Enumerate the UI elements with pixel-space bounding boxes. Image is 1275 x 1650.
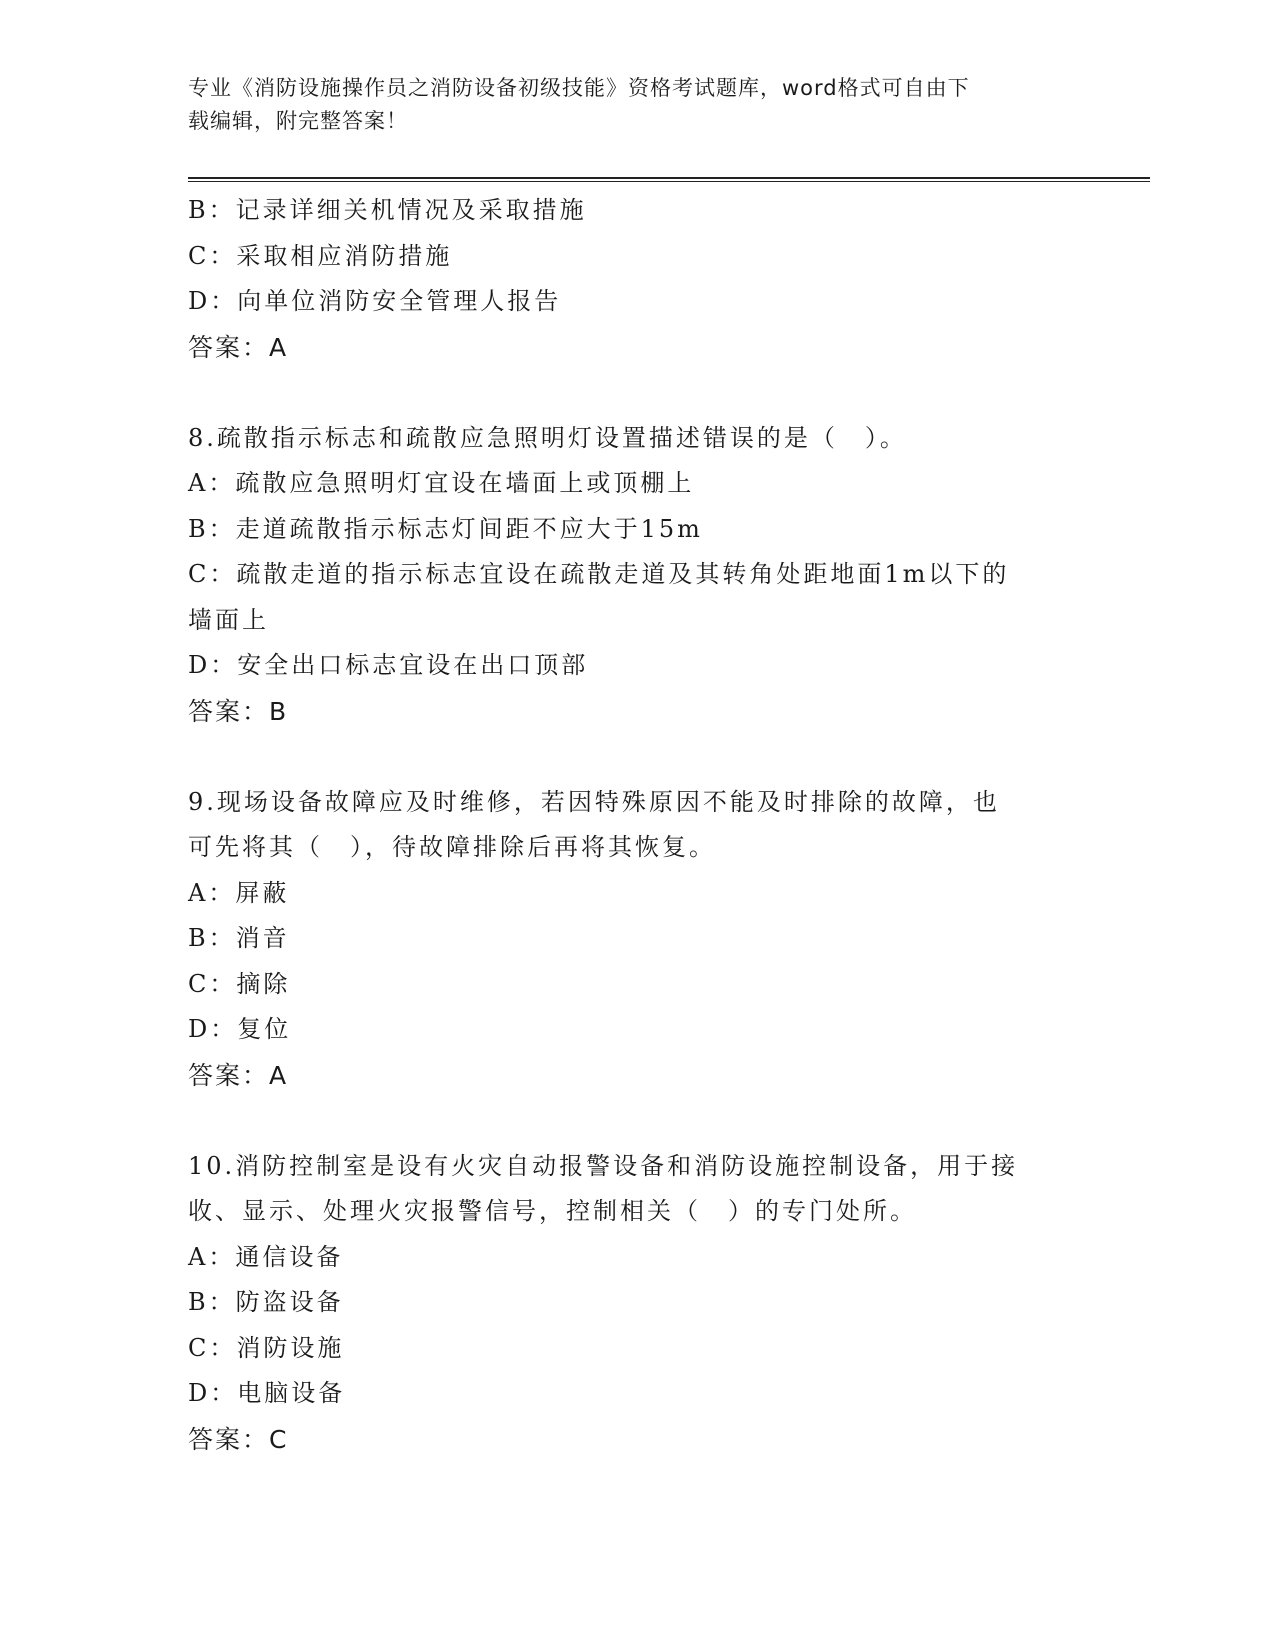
option-c: C：疏散走道的指示标志宜设在疏散走道及其转角处距地面1m以下的 [188, 560, 1010, 588]
option-d: D：复位 [188, 1015, 292, 1043]
option-b: B：防盗设备 [188, 1288, 344, 1316]
header-line-2: 载编辑，附完整答案！ [188, 109, 408, 133]
option-d: D：安全出口标志宜设在出口顶部 [188, 651, 589, 679]
answer: 答案：A [188, 1060, 289, 1090]
question-stem-continued: 收、显示、处理火灾报警信号，控制相关（ ）的专门处所。 [188, 1197, 917, 1225]
question-stem-continued: 可先将其（ ），待故障排除后再将其恢复。 [188, 833, 716, 861]
option-a: A：通信设备 [188, 1242, 344, 1271]
question-stem: 8.疏散指示标志和疏散应急照明灯设置描述错误的是（ ）。 [188, 423, 907, 452]
question-9 [188, 780, 1088, 1099]
spacer [188, 370, 1088, 416]
question-8 [188, 416, 1088, 735]
spacer [188, 1098, 1088, 1144]
answer: 答案：B [188, 696, 289, 726]
header-line-1: 专业《消防设施操作员之消防设备初级技能》资格考试题库，word格式可自由下 [188, 76, 970, 100]
spacer [188, 734, 1088, 780]
question-7-tail [188, 188, 1088, 370]
option-a: A：疏散应急照明灯宜设在墙面上或顶棚上 [188, 469, 695, 497]
question-stem: 10.消防控制室是设有火灾自动报警设备和消防设施控制设备，用于接 [188, 1151, 1019, 1180]
option-b: B：记录详细关机情况及采取措施 [188, 196, 587, 224]
answer: 答案：C [188, 1424, 289, 1454]
page-header [188, 72, 1068, 138]
question-10 [188, 1144, 1088, 1463]
question-stem: 9.现场设备故障应及时维修，若因特殊原因不能及时排除的故障，也 [188, 787, 1000, 816]
option-d: D：向单位消防安全管理人报告 [188, 287, 562, 315]
option-c-continued: 墙面上 [188, 605, 269, 634]
option-c: C：摘除 [188, 969, 291, 998]
answer: 答案：A [188, 332, 289, 362]
header-divider [188, 177, 1150, 182]
question-list [188, 188, 1088, 1462]
option-a: A：屏蔽 [188, 878, 290, 907]
option-c: C：采取相应消防措施 [188, 241, 453, 270]
option-c: C：消防设施 [188, 1333, 345, 1362]
option-d: D：电脑设备 [188, 1379, 346, 1407]
option-b: B：消音 [188, 924, 290, 952]
option-b: B：走道疏散指示标志灯间距不应大于15m [188, 514, 703, 543]
